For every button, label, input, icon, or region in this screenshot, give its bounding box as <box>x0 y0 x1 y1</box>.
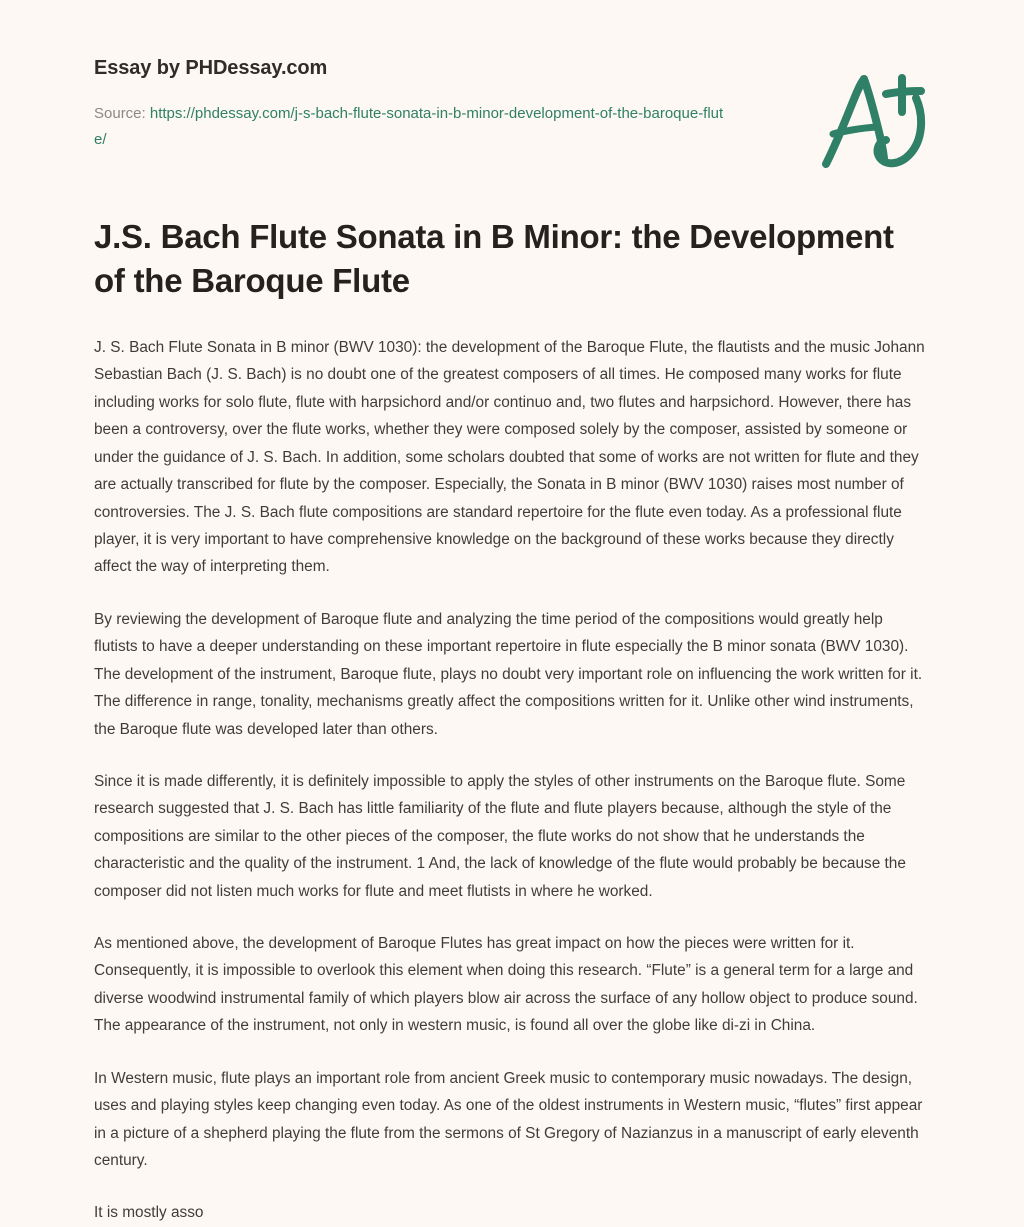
site-byline: Essay by PHDessay.com <box>94 57 328 79</box>
essay-paragraph: In Western music, flute plays an important role from ancient Greek music to contemporary music nowadays. The design, uses and playing styles keep changing even today. As one of the oldest instruments in Western music, “flutes” first appear in a picture of a shepherd playing the flute from the sermons of St Gregory of Nazianzus in a manuscript of early eleventh century. <box>94 1069 923 1169</box>
essay-paragraph: As mentioned above, the development of Baroque Flutes has great impact on how the pieces were written for it. Consequently, it is impossible to overlook this element when doing this research. “Flute” is a general term for a large and diverse woodwind instrumental family of which players blow air across the surface of any hollow object to produce sound. The appearance of the instrument, not only in western music, is found all over the globe like di-zi in China. <box>94 935 918 1035</box>
source-url-link[interactable]: https://phdessay.com/j-s-bach-flute-sonata-in-b-minor-development-of-the-baroque-flute/ <box>94 105 724 148</box>
page-title: J.S. Bach Flute Sonata in B Minor: the Development of the Baroque Flute <box>94 217 894 299</box>
source-line <box>94 101 734 153</box>
essay-paragraph: Since it is made differently, it is definitely impossible to apply the styles of other instruments on the Baroque flute. Some research suggested that J. S. Bach has little familiarity of the flute and flute players because, although the style of the compositions are similar to the other pieces of the composer, the flute works do not show that he understands the characteristic and the quality of the instrument. 1 And, the lack of knowledge of the flute would probably be because the composer did not listen much works for flute and meet flutists in where he worked. <box>94 772 906 900</box>
essay-body <box>94 334 930 1227</box>
essay-paragraph: By reviewing the development of Baroque flute and analyzing the time period of the compositions would greatly help flutists to have a deeper understanding on these important repertoire in flute especially the B minor sonata (BWV 1030). The development of the instrument, Baroque flute, plays no doubt very important role on influencing the work written for it. The difference in range, tonality, mechanisms greatly affect the compositions written for it. Unlike other wind instruments, the Baroque flute was developed later than others. <box>94 610 923 738</box>
source-label: Source: <box>94 105 146 122</box>
essay-paragraph-truncated: It is mostly asso <box>94 1204 204 1222</box>
essay-content <box>94 0 930 1227</box>
essay-paragraph: J. S. Bach Flute Sonata in B minor (BWV 1030): the development of the Baroque Flute, the flautists and the music Johann Sebastian Bach (J. S. Bach) is no doubt one of the greatest composers of all times. He composed many works for flute including works for solo flute, flute with harpsichord and/or continuo and, two flutes and harpsichord. However, there has been a controversy, over the flute works, whether they were composed solely by the composer, assisted by someone or under the guidance of J. S. Bach. In addition, some scholars doubted that some of works are not written for flute and they are actually transcribed for flute by the composer. Especially, the Sonata in B minor (BWV 1030) raises most number of controversies. The J. S. Bach flute compositions are standard repertoire for the flute even today. As a professional flute player, it is very important to have comprehensive knowledge on the background of these works because they directly affect the way of interpreting them. <box>94 339 925 576</box>
